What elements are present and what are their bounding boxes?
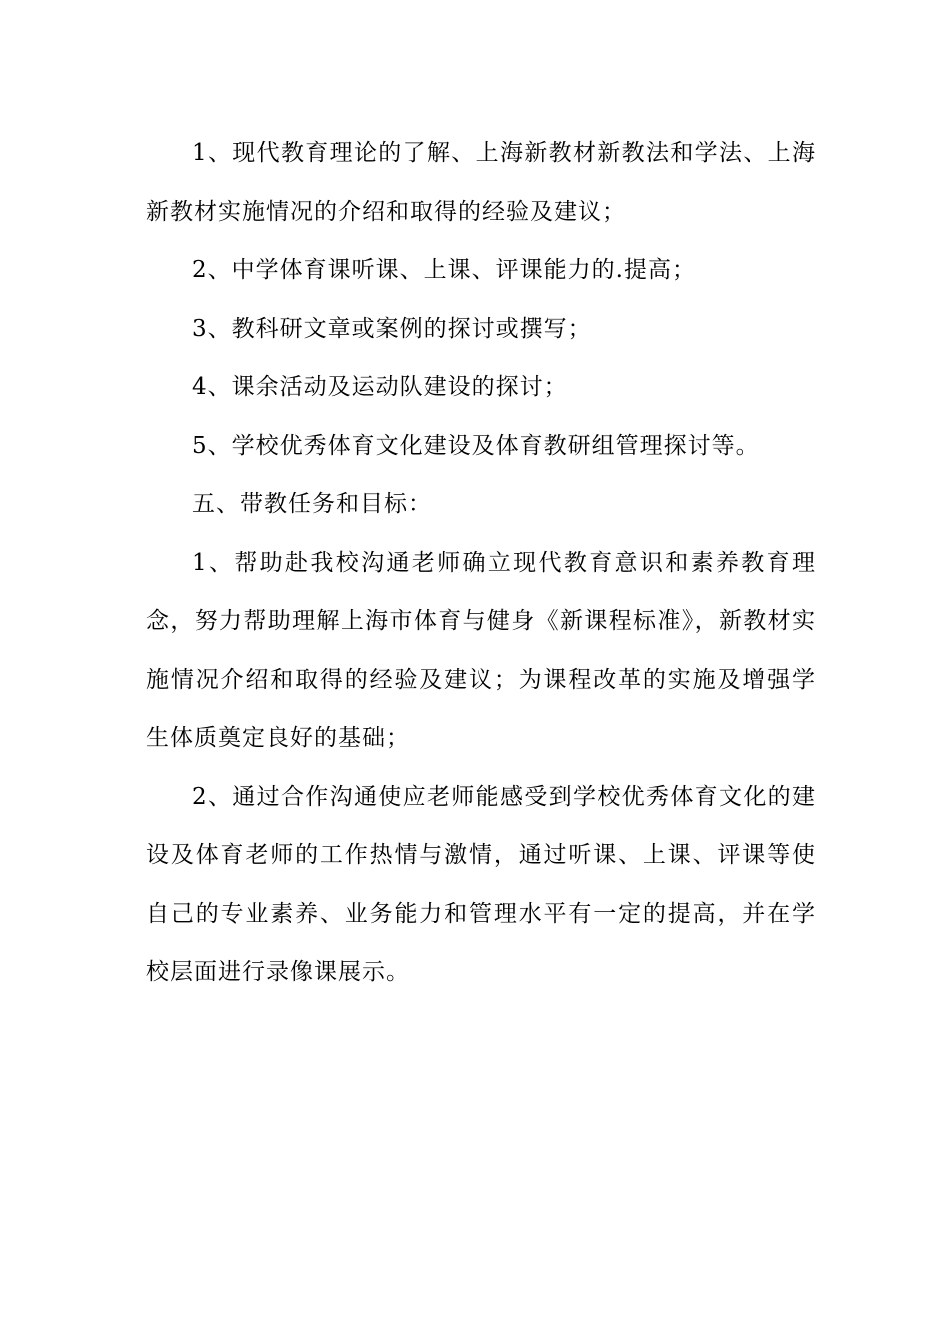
section-heading-5: 五、带教任务和目标：: [192, 491, 432, 517]
paragraph-2: 2、中学体育课听课、上课、评课能力的.提高；: [192, 257, 696, 283]
paragraph-1: 1、现代教育理论的了解、上海新教材新教法和学法、上海新教材实施情况的介绍和取得的经验及建议；: [146, 140, 816, 225]
paragraph-4: 4、课余活动及运动队建设的探讨；: [192, 374, 568, 400]
paragraph-6: 1、帮助赴我校沟通老师确立现代教育意识和素养教育理念，努力帮助理解上海市体育与健身《新课程标准》，新教材实施情况介绍和取得的经验及建议；为课程改革的实施及增强学生体质奠定良好的基础；: [146, 549, 816, 751]
paragraph-7: 2、通过合作沟通使应老师能感受到学校优秀体育文化的建设及体育老师的工作热情与激情，通过听课、上课、评课等使自己的专业素养、业务能力和管理水平有一定的提高，并在学校层面进行录像课展示。: [146, 783, 816, 985]
paragraph-5: 5、学校优秀体育文化建设及体育教研组管理探讨等。: [192, 432, 760, 459]
document-body: [146, 124, 816, 1002]
paragraph-3: 3、教科研文章或案例的探讨或撰写；: [192, 315, 592, 342]
